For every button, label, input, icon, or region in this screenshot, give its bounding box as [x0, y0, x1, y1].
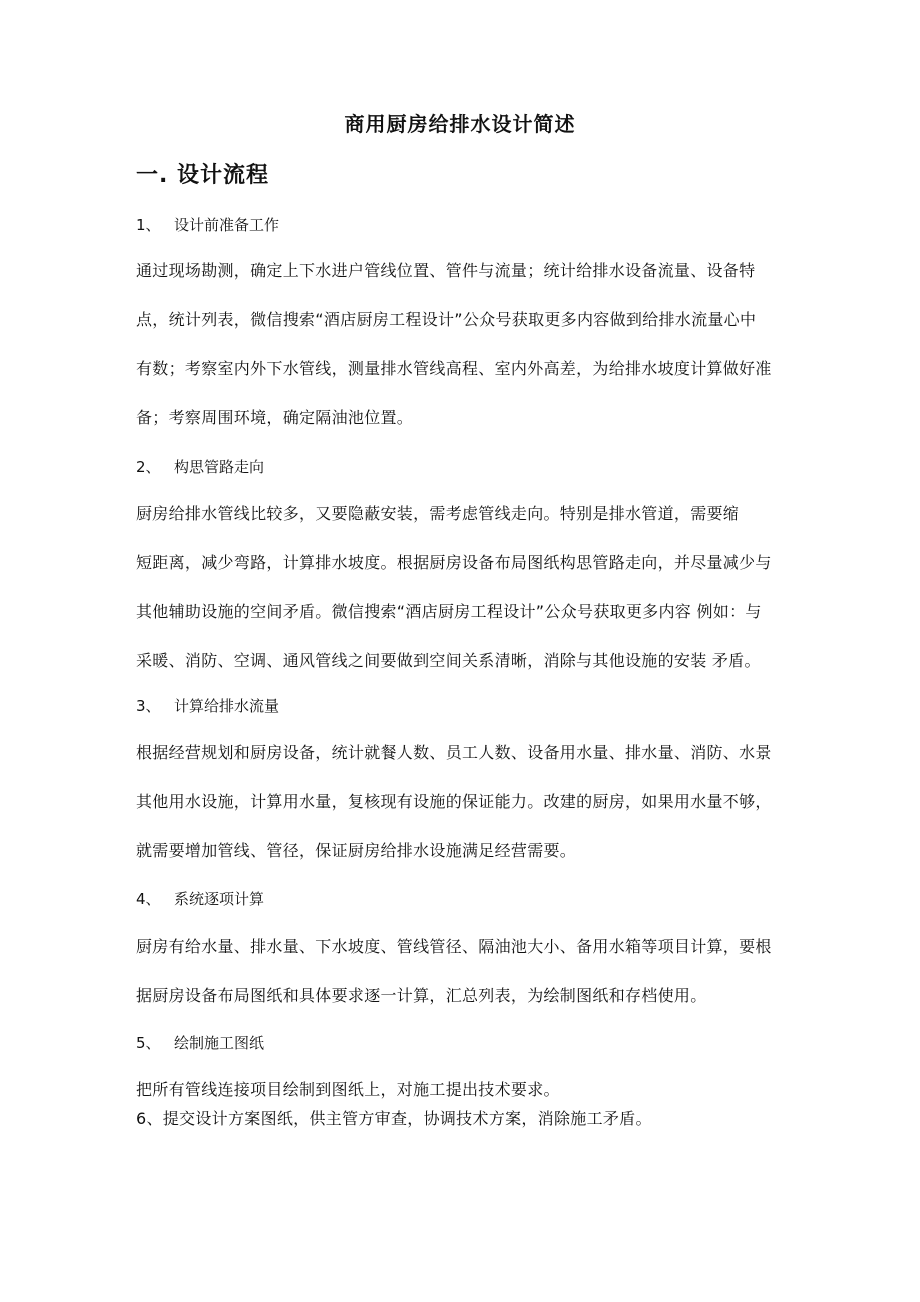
step-number: 3、 [136, 697, 161, 715]
step-number: 4、 [136, 890, 161, 908]
step-3-heading [136, 695, 279, 716]
step-number: 2、 [136, 458, 161, 476]
step-5-paragraph: 把所有管线连接项目绘制到图纸上，对施工提出技术要求。 [136, 1080, 560, 1099]
paragraph-line: 厨房有给水量、排水量、下水坡度、管线管径、隔油池大小、备用水箱等项目计算，要根 [136, 937, 772, 956]
paragraph-line: 其他用水设施，计算用水量，复核现有设施的保证能力。改建的厨房，如果用水量不够， [136, 792, 772, 811]
paragraph-line: 短距离，减少弯路，计算排水坡度。根据厨房设备布局图纸构思管路走向，并尽量减少与 [136, 553, 772, 572]
section-heading-design-process: 一. 设计流程 [136, 163, 270, 188]
step-3-paragraph [136, 728, 796, 875]
paragraph-line: 有数；考察室内外下水管线，测量排水管线高程、室内外高差，为给排水坡度计算做好准 [136, 359, 772, 378]
paragraph-line: 厨房给排水管线比较多，又要隐蔽安装，需考虑管线走向。特别是排水管道，需要缩 [136, 504, 740, 523]
paragraph-line: 备；考察周围环境，确定隔油池位置。 [136, 408, 414, 427]
step-label: 设计前准备工作 [174, 216, 280, 234]
paragraph-line: 根据经营规划和厨房设备，统计就餐人数、员工人数、设备用水量、排水量、消防、水景 [136, 743, 772, 762]
step-4-paragraph [136, 922, 796, 1020]
paragraph-line: 采暖、消防、空调、通风管线之间要做到空间关系清晰，消除与其他设施的安装 矛盾。 [136, 651, 761, 670]
document-title: 商用厨房给排水设计简述 [344, 112, 576, 136]
paragraph-line: 点，统计列表，微信搜索“酒店厨房工程设计”公众号获取更多内容做到给排水流量心中 [136, 310, 757, 329]
step-label: 计算给排水流量 [174, 697, 280, 715]
step-2-heading [136, 456, 264, 477]
step-number: 1、 [136, 216, 161, 234]
step-6-paragraph: 6、提交设计方案图纸，供主管方审查，协调技术方案，消除施工矛盾。 [136, 1109, 652, 1128]
step-4-heading [136, 888, 264, 909]
step-number: 5、 [136, 1034, 161, 1052]
step-1-heading [136, 214, 279, 235]
step-2-paragraph [136, 489, 796, 685]
step-1-paragraph [136, 246, 796, 442]
step-label: 绘制施工图纸 [174, 1034, 265, 1052]
step-label: 构思管路走向 [174, 458, 265, 476]
step-label: 系统逐项计算 [174, 890, 265, 908]
paragraph-line: 据厨房设备布局图纸和具体要求逐一计算，汇总列表，为绘制图纸和存档使用。 [136, 986, 707, 1005]
paragraph-line: 通过现场勘测，确定上下水进户管线位置、管件与流量；统计给排水设备流量、设备特 [136, 261, 756, 280]
step-5-heading [136, 1032, 264, 1053]
paragraph-line: 就需要增加管线、管径，保证厨房给排水设施满足经营需要。 [136, 841, 577, 860]
paragraph-line: 其他辅助设施的空间矛盾。微信搜索“酒店厨房工程设计”公众号获取更多内容 例如：与 [136, 602, 762, 621]
